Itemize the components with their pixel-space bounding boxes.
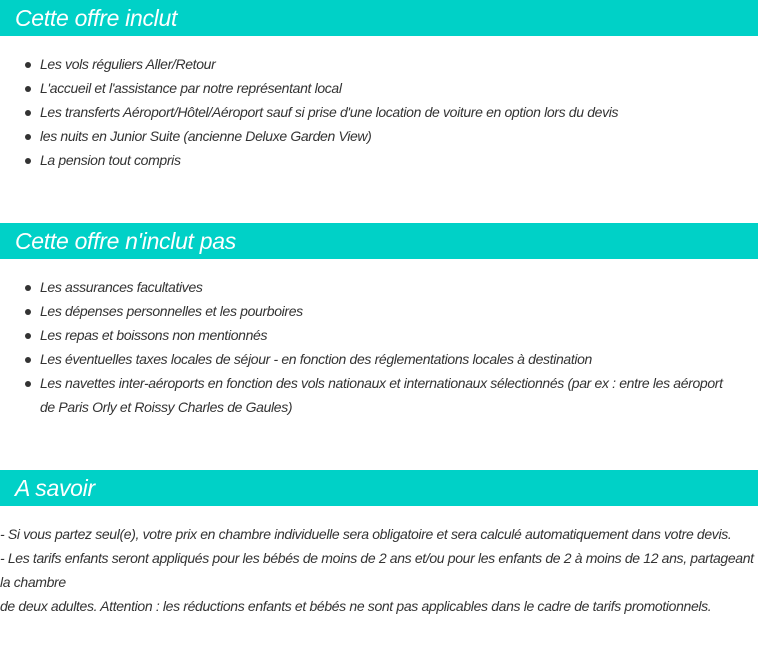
list-item: Les navettes inter-aéroports en fonction des vols nationaux et internationaux sélectionnés (par ex : entre les aéroport de Paris Orly et Roissy Charles de Gaules) bbox=[0, 371, 758, 419]
section-header-not-included bbox=[0, 223, 758, 259]
info-paragraph-child-rates: - Les tarifs enfants seront appliqués pour les bébés de moins de 2 ans et/ou pour les enfants de 2 à moins de 12 ans, partageant la chambre bbox=[0, 550, 754, 590]
list-item: Les transferts Aéroport/Hôtel/Aéroport sauf si prise d'une location de voiture en option lors du devis bbox=[0, 100, 758, 124]
bullet-icon bbox=[25, 309, 31, 315]
section-included bbox=[0, 0, 758, 172]
section-title-included: Cette offre inclut bbox=[15, 5, 178, 31]
section-header-good-to-know bbox=[0, 470, 758, 506]
included-list bbox=[0, 52, 758, 172]
bullet-icon bbox=[25, 86, 31, 92]
list-item: Les dépenses personnelles et les pourboires bbox=[0, 299, 758, 323]
list-item: les nuits en Junior Suite (ancienne Deluxe Garden View) bbox=[0, 124, 758, 148]
bullet-icon bbox=[25, 158, 31, 164]
list-item: Les repas et boissons non mentionnés bbox=[0, 323, 758, 347]
list-item: Les assurances facultatives bbox=[0, 275, 758, 299]
info-paragraph-attention: de deux adultes. Attention : les réductions enfants et bébés ne sont pas applicables dans le cadre de tarifs promotionnels. bbox=[0, 598, 712, 614]
section-title-not-included: Cette offre n'inclut pas bbox=[15, 228, 236, 254]
good-to-know-text bbox=[0, 522, 758, 618]
bullet-icon bbox=[25, 381, 31, 387]
section-not-included bbox=[0, 223, 758, 419]
bullet-icon bbox=[25, 333, 31, 339]
not-included-list bbox=[0, 275, 758, 419]
bullet-icon bbox=[25, 357, 31, 363]
bullet-icon bbox=[25, 134, 31, 140]
bullet-icon bbox=[25, 285, 31, 291]
list-item: La pension tout compris bbox=[0, 148, 758, 172]
bullet-icon bbox=[25, 62, 31, 68]
section-header-included bbox=[0, 0, 758, 36]
section-title-good-to-know: A savoir bbox=[15, 475, 95, 501]
list-item: Les éventuelles taxes locales de séjour - en fonction des réglementations locales à destination bbox=[0, 347, 758, 371]
list-item: Les vols réguliers Aller/Retour bbox=[0, 52, 758, 76]
section-good-to-know bbox=[0, 470, 758, 618]
bullet-icon bbox=[25, 110, 31, 116]
list-item: L'accueil et l'assistance par notre représentant local bbox=[0, 76, 758, 100]
info-paragraph-single-supplement: - Si vous partez seul(e), votre prix en chambre individuelle sera obligatoire et sera calculé automatiquement dans votre devis. bbox=[0, 526, 732, 542]
